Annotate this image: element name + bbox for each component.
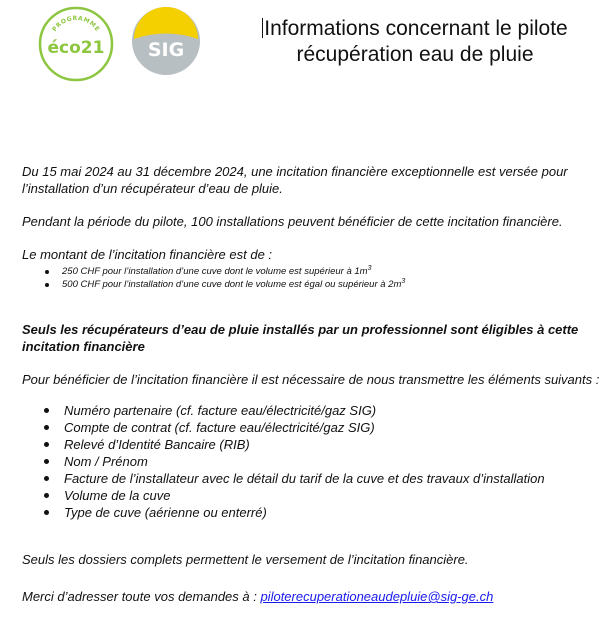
eco21-logo [38,6,114,82]
complete-note: Seuls les dossiers complets permettent le versement de l’incitation financière. [22,552,469,567]
eligibility-line-1: Seuls les récupérateurs d’eau de pluie installés par un professionnel sont éligibles à cette [22,322,579,337]
intro-line-1: Du 15 mai 2024 au 31 décembre 2024, une incitation financière exceptionnelle est versée pour [22,164,568,179]
title-line-1: Informations concernant le pilote [264,17,568,40]
amount-intro: Le montant de l’incitation financière est de : [22,247,273,262]
intro-paragraph [22,163,614,197]
list-item: Relevé d’Identité Bancaire (RIB) [22,436,614,453]
list-item: Volume de la cuve [22,487,614,504]
eligibility-note [22,321,614,355]
eco21-arc-text: PROGRAMME [51,14,101,34]
contact-text: Merci d’adresser toute vos demandes à : [22,589,261,604]
amount-list [22,265,614,291]
contact-line [22,588,614,605]
list-item: Type de cuve (aérienne ou enterré) [22,504,614,521]
amount-item-250: 250 CHF pour l’installation d’une cuve dont le volume est supérieur à $1m^3$ [22,265,614,278]
eligibility-line-2: incitation financière [22,339,145,354]
intro-line-2: l’installation d’un récupérateur d’eau de pluie. [22,181,283,196]
pilot-paragraph: Pendant la période du pilote, 100 installations peuvent bénéficier de cette incitation financière. [22,214,563,229]
amount-item-500: 500 CHF pour l’installation d’une cuve dont le volume est égal ou supérieur à $2m^3$ [22,278,614,291]
document-body [22,163,614,605]
sig-logo [131,6,201,76]
requirements-list [22,402,614,521]
eco21-logo-text: éco21 [47,38,105,58]
list-item: Facture de l’installateur avec le détail du tarif de la cuve et des travaux d’installation [22,470,614,487]
title-line-2: récupération eau de pluie [296,43,534,66]
page-title [234,16,596,68]
sig-logo-text: SIG [147,39,185,61]
list-item: Nom / Prénom [22,453,614,470]
list-item: Compte de contrat (cf. facture eau/électricité/gaz SIG) [22,419,614,436]
requirements-intro: Pour bénéficier de l’incitation financière il est nécessaire de nous transmettre les éléments suivants : [22,372,600,387]
email-link[interactable]: piloterecuperationeaudepluie@sig-ge.ch [260,589,494,604]
list-item: Numéro partenaire (cf. facture eau/électricité/gaz SIG) [22,402,614,419]
